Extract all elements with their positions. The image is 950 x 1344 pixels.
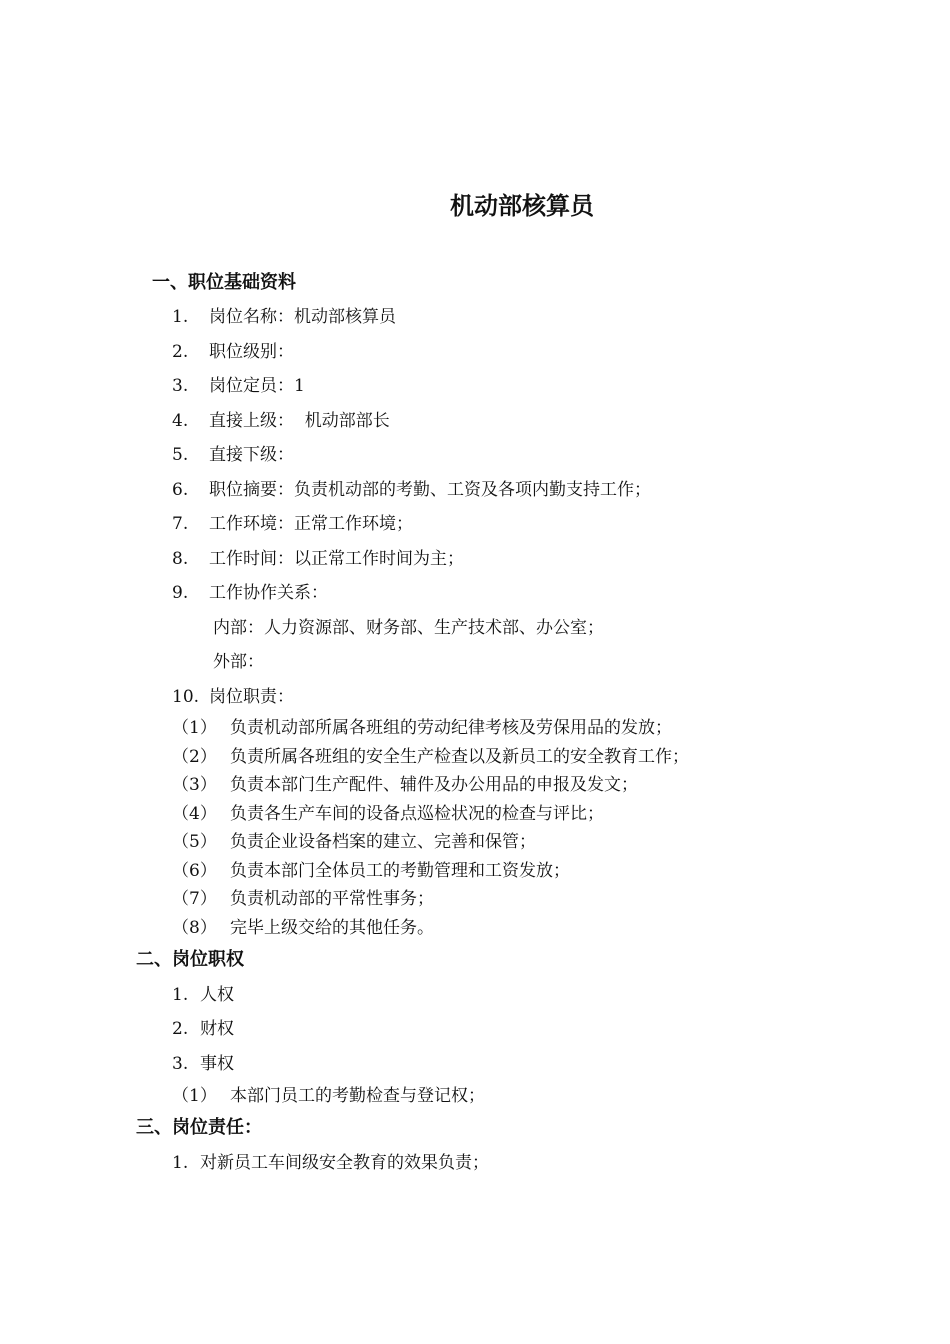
- item-number: 4.: [172, 411, 189, 431]
- duty-item: [172, 802, 604, 826]
- item-number: 9.: [172, 583, 189, 603]
- duty-number: （7）: [172, 889, 217, 909]
- duty-text: 负责机动部的平常性事务；: [230, 889, 434, 909]
- list-item: [172, 1017, 234, 1041]
- duty-item: [172, 745, 689, 769]
- item-text: 直接下级：: [209, 445, 294, 465]
- item-number: 1.: [172, 307, 189, 327]
- list-item: [172, 478, 651, 502]
- item-number: 5.: [172, 445, 189, 465]
- duty-text: 完毕上级交给的其他任务。: [230, 918, 434, 938]
- duty-item: [172, 916, 434, 940]
- item-number: 7.: [172, 514, 189, 534]
- item-number: 1.: [172, 1153, 189, 1173]
- item-text: 岗位名称：机动部核算员: [209, 307, 396, 327]
- item-text: 职位摘要：负责机动部的考勤、工资及各项内勤支持工作；: [209, 480, 651, 500]
- section-heading-basic-info: 一、职位基础资料: [152, 272, 296, 293]
- item-number: 3.: [172, 1054, 189, 1074]
- item-text: 工作时间：以正常工作时间为主；: [209, 549, 464, 569]
- list-item: [172, 512, 413, 536]
- duty-number: （2）: [172, 747, 217, 767]
- relation-internal: 内部：人力资源部、财务部、生产技术部、办公室；: [213, 618, 604, 638]
- list-item: [172, 581, 328, 605]
- section-heading-authority: 二、岗位职权: [136, 949, 244, 970]
- duty-text: 负责本部门全体员工的考勤管理和工资发放；: [230, 861, 570, 881]
- duty-text: 负责所属各班组的安全生产检查以及新员工的安全教育工作；: [230, 747, 689, 767]
- document-title: 机动部核算员: [450, 192, 594, 220]
- item-number: 10.: [172, 687, 200, 707]
- duty-item: [172, 773, 638, 797]
- item-text: 事权: [200, 1054, 234, 1074]
- duty-item: [172, 887, 434, 911]
- list-item: [172, 340, 294, 364]
- list-item: [172, 1151, 489, 1175]
- sub-item: [172, 1084, 485, 1108]
- duty-item: [172, 830, 536, 854]
- list-item: [172, 305, 396, 329]
- duty-number: （8）: [172, 918, 217, 938]
- item-text: 工作环境：正常工作环境；: [209, 514, 413, 534]
- duty-item: [172, 716, 672, 740]
- section-heading-responsibility: 三、岗位责任：: [136, 1117, 262, 1138]
- item-text: 直接上级： 机动部部长: [209, 411, 390, 431]
- item-text: 工作协作关系：: [209, 583, 328, 603]
- duty-text: 负责企业设备档案的建立、完善和保管；: [230, 832, 536, 852]
- item-text: 岗位职责：: [209, 687, 294, 707]
- sub-item-text: 本部门员工的考勤检查与登记权；: [230, 1086, 485, 1106]
- list-item: [172, 983, 234, 1007]
- item-number: 2.: [172, 342, 189, 362]
- duty-number: （6）: [172, 861, 217, 881]
- duty-text: 负责各生产车间的设备点巡检状况的检查与评比；: [230, 804, 604, 824]
- item-text: 对新员工车间级安全教育的效果负责；: [200, 1153, 489, 1173]
- duty-text: 负责机动部所属各班组的劳动纪律考核及劳保用品的发放；: [230, 718, 672, 738]
- item-number: 2.: [172, 1019, 189, 1039]
- item-text: 人权: [200, 985, 234, 1005]
- item-number: 3.: [172, 376, 189, 396]
- item-number: 6.: [172, 480, 189, 500]
- item-text: 岗位定员：1: [209, 376, 305, 396]
- duty-number: （1）: [172, 718, 217, 738]
- item-text: 财权: [200, 1019, 234, 1039]
- duty-number: （3）: [172, 775, 217, 795]
- duty-number: （4）: [172, 804, 217, 824]
- list-item: [172, 409, 390, 433]
- relation-external: 外部：: [213, 652, 264, 672]
- duty-text: 负责本部门生产配件、辅件及办公用品的申报及发文；: [230, 775, 638, 795]
- item-number: 1.: [172, 985, 189, 1005]
- list-item: [172, 547, 464, 571]
- list-item: [172, 374, 305, 398]
- sub-item-number: （1）: [172, 1086, 217, 1106]
- duty-item: [172, 859, 570, 883]
- list-item: [172, 443, 294, 467]
- item-number: 8.: [172, 549, 189, 569]
- duty-number: （5）: [172, 832, 217, 852]
- list-item: [172, 685, 294, 709]
- list-item: [172, 1052, 234, 1076]
- item-text: 职位级别：: [209, 342, 294, 362]
